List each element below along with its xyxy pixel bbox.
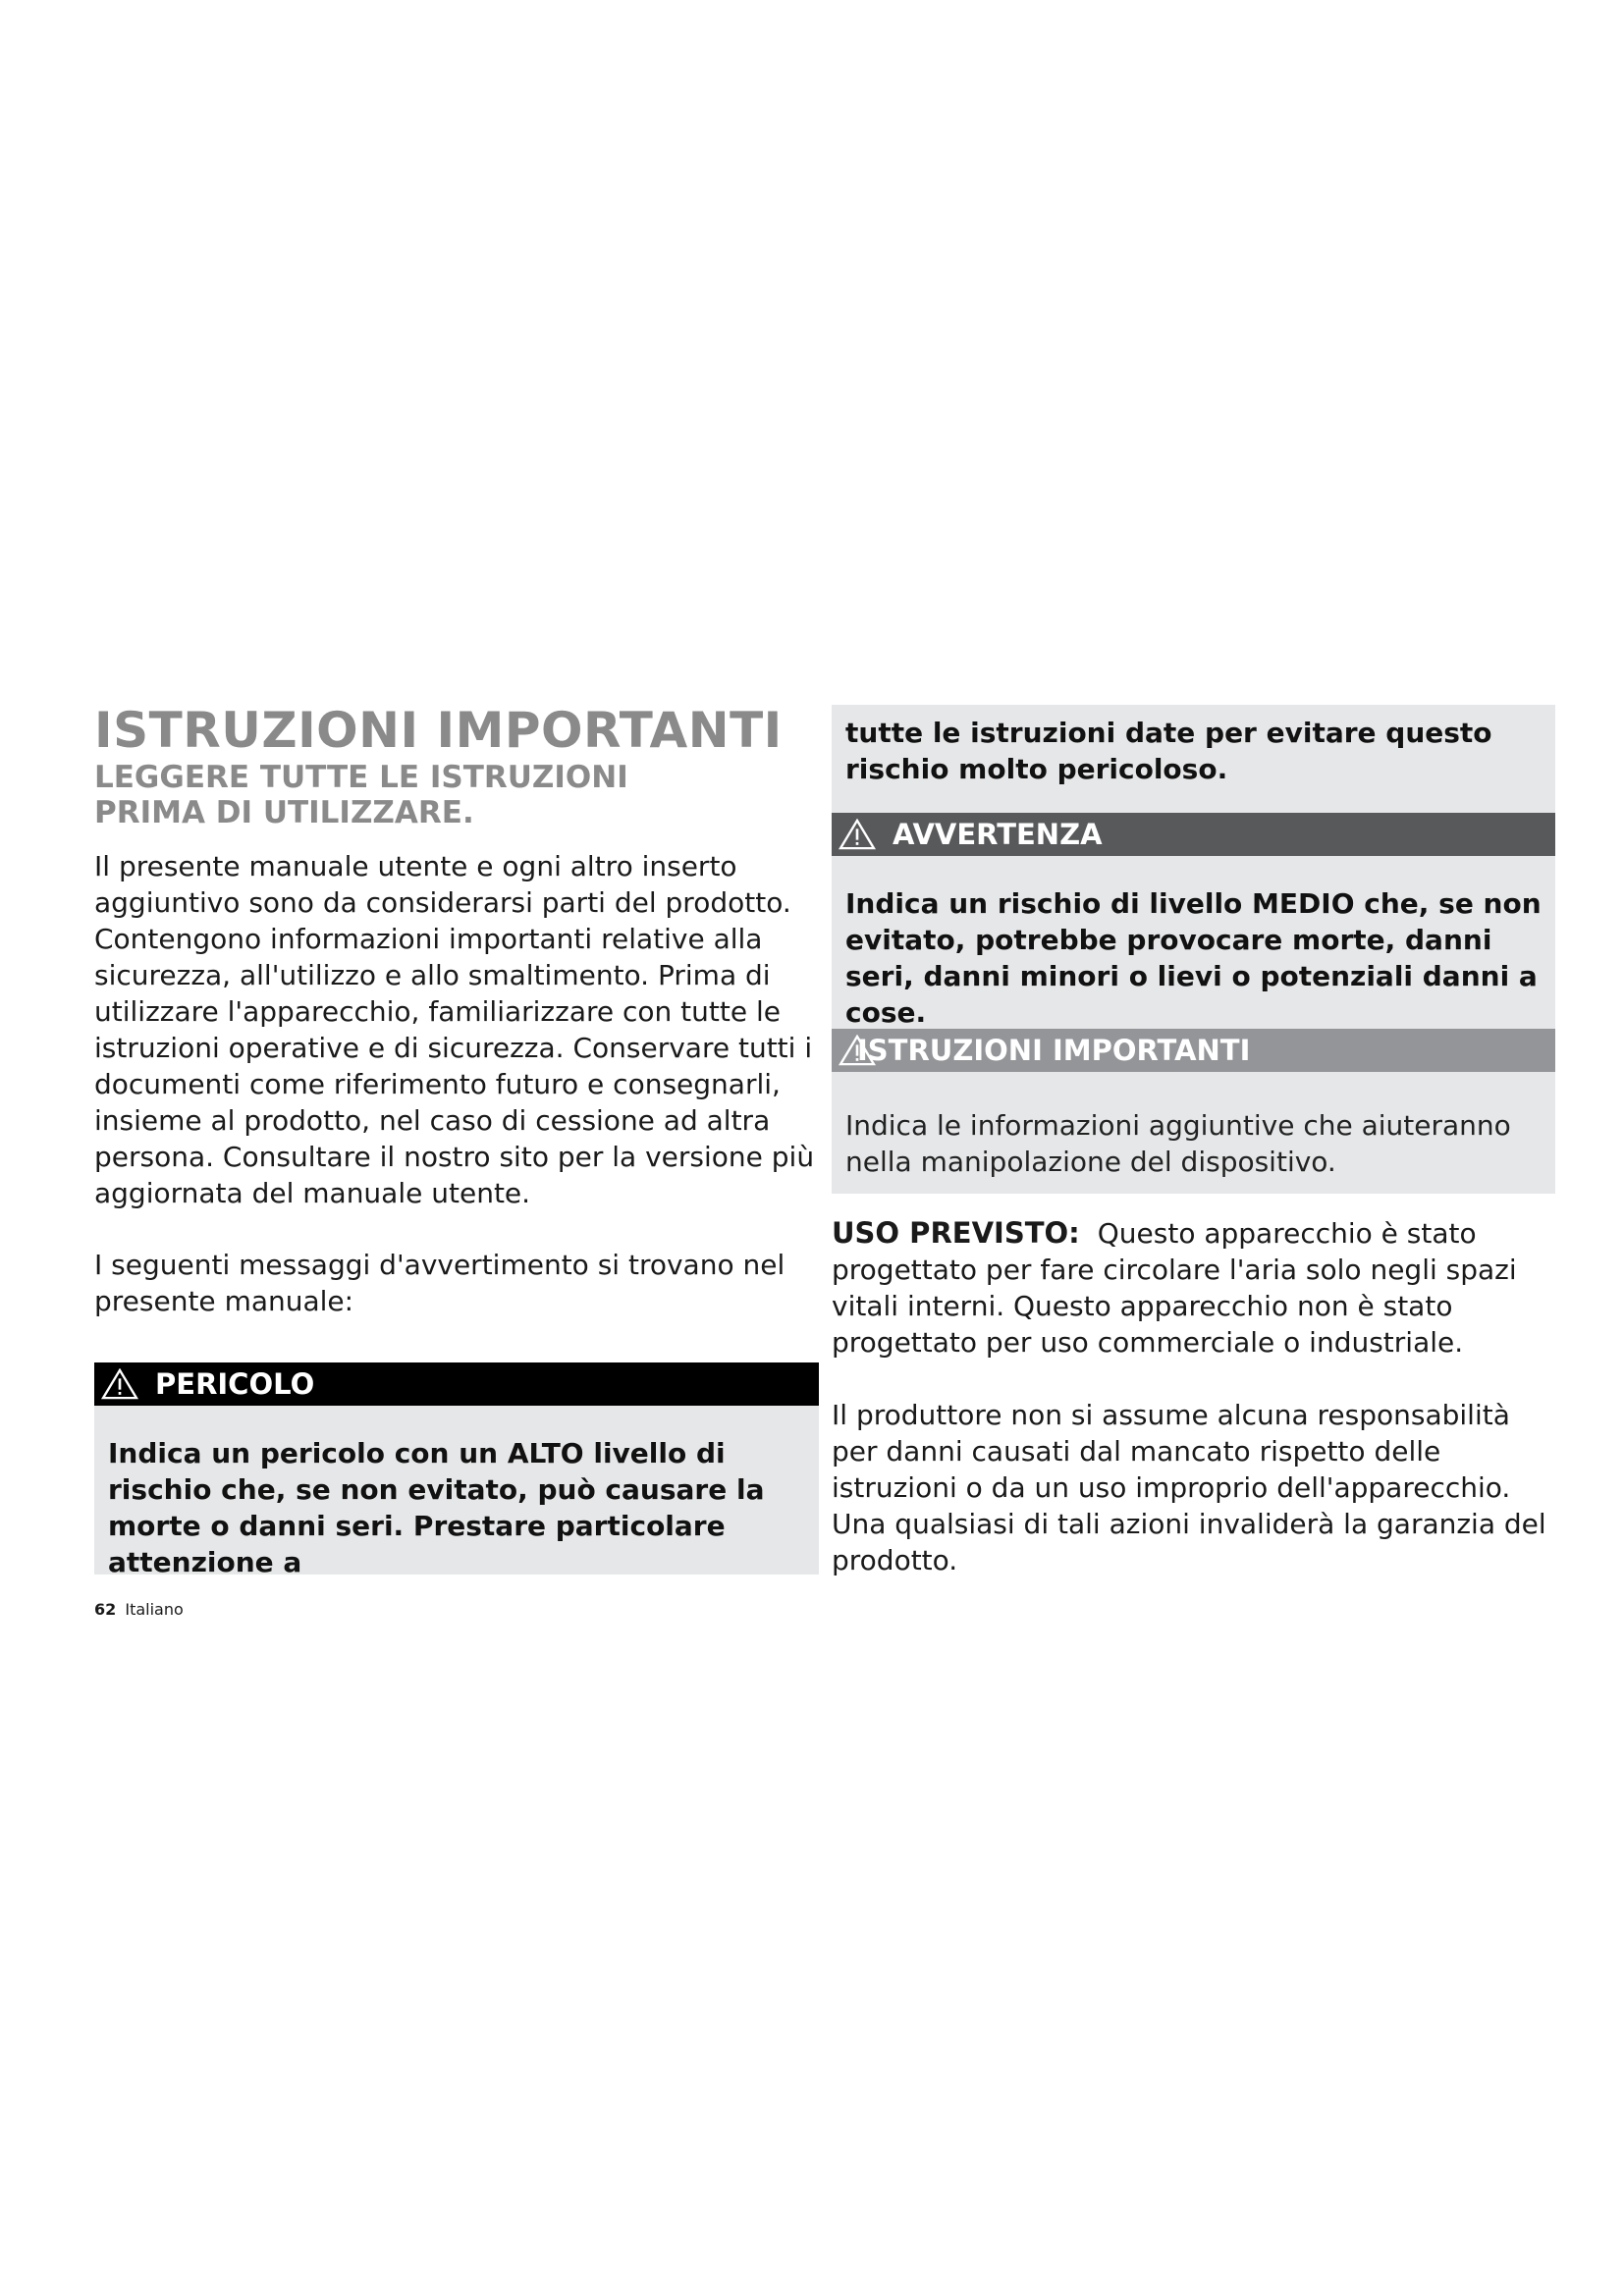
avvertenza-label: AVVERTENZA (893, 818, 1103, 851)
istruzioni-header (832, 1029, 1555, 1072)
uso-previsto-text: Questo apparecchio è stato progettato per fare circolare l'aria solo negli spazi vitali interni. Questo apparecchio non è stato progettato per uso commerciale o industriale. (832, 1217, 1517, 1359)
page-footer (94, 1600, 184, 1619)
pericolo-continuation-box: tutte le istruzioni date per evitare questo rischio molto pericoloso. (832, 705, 1555, 813)
page-number: 62 (94, 1600, 117, 1619)
page-subtitle: LEGGERE TUTTE LE ISTRUZIONI PRIMA DI UTILIZZARE. (94, 760, 628, 830)
pericolo-label: PERICOLO (155, 1367, 315, 1401)
warning-triangle-icon (838, 819, 877, 850)
pericolo-section (94, 1362, 819, 1578)
pericolo-header (94, 1362, 819, 1406)
istruzioni-section (832, 1029, 1555, 1194)
avvertenza-header (832, 813, 1555, 856)
right-column (832, 705, 1555, 1578)
left-column (94, 702, 819, 1578)
istruzioni-label: ISTRUZIONI IMPORTANTI (857, 1034, 1251, 1067)
intro-paragraph: Il presente manuale utente e ogni altro inserto aggiuntivo sono da considerarsi parti del prodotto. Contengono informazioni importanti relative alla sicurezza, all'utilizzo e allo smaltimento. Prima di utilizzare l'apparecchio, familiarizzare con tutte le istruzioni operative e di sicurezza. Conservare tutti i documenti come riferimento futuro e consegnarli, insieme al prodotto, nel caso di cessione ad altra persona. Consultare il nostro sito per la versione più aggiornata del manuale utente. (94, 850, 815, 1209)
messages-intro-paragraph: I seguenti messaggi d'avvertimento si trovano nel presente manuale: (94, 1249, 785, 1317)
page-title: ISTRUZIONI IMPORTANTI (94, 702, 783, 759)
warning-triangle-icon (100, 1368, 139, 1400)
uso-previsto-paragraph (832, 1215, 1555, 1361)
avvertenza-box: Indica un rischio di livello MEDIO che, se non evitato, potrebbe provocare morte, danni seri, danni minori o lievi o potenziali danni a cose. (832, 856, 1555, 1029)
footer-language: Italiano (125, 1600, 184, 1619)
pericolo-box: Indica un pericolo con un ALTO livello di rischio che, se non evitato, può causare la morte o danni seri. Prestare particolare attenzione a (94, 1406, 819, 1575)
avvertenza-section (832, 813, 1555, 1029)
istruzioni-box: Indica le informazioni aggiuntive che aiuteranno nella manipolazione del dispositivo. (832, 1072, 1555, 1194)
produttore-paragraph: Il produttore non si assume alcuna responsabilità per danni causati dal mancato rispetto delle istruzioni o da un uso improprio dell'apparecchio. Una qualsiasi di tali azioni invaliderà la garanzia del prodotto. (832, 1399, 1546, 1576)
uso-previsto-label: USO PREVISTO: (832, 1216, 1080, 1250)
